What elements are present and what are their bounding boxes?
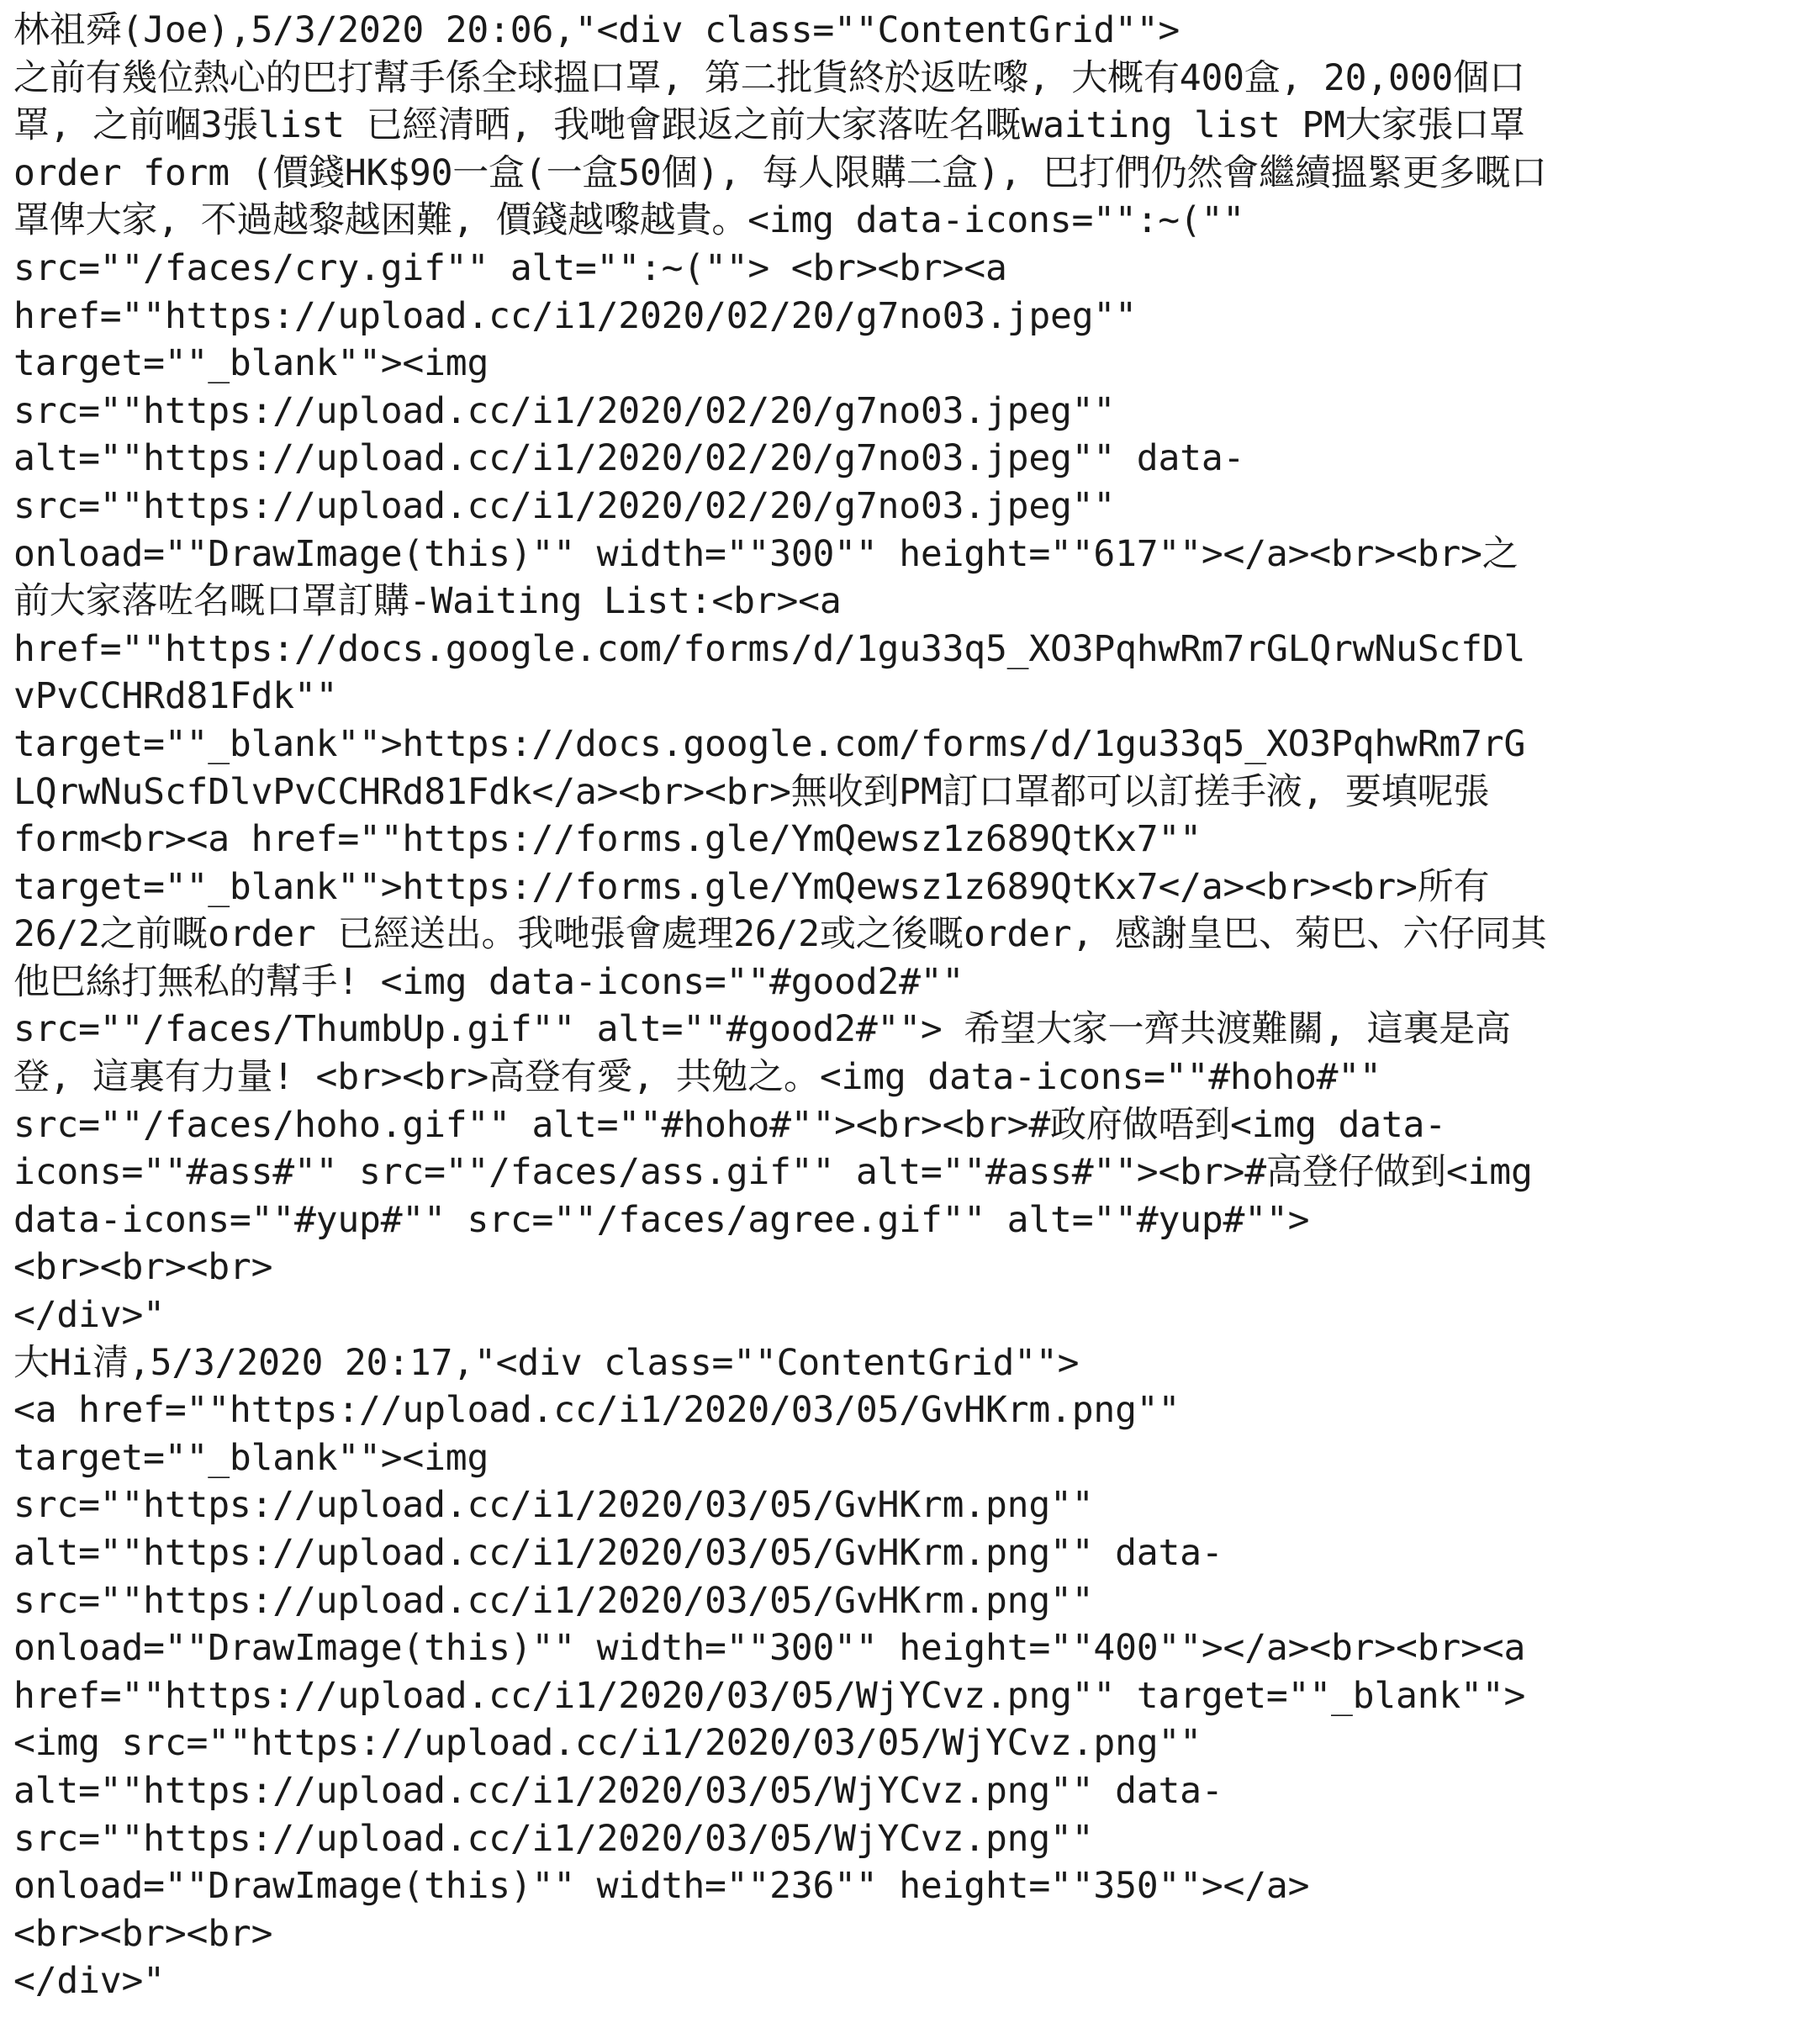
text-line: src=""/faces/ThumbUp.gif"" alt=""#good2#""> 希望大家一齊共渡難關, 這裏是高 <box>13 1008 1511 1051</box>
text-line: 罩, 之前嗰3張list 已經清晒, 我哋會跟返之前大家落咗名嘅waiting list PM大家張口罩 <box>13 104 1525 147</box>
text-line: src=""/faces/cry.gif"" alt="":~(""> <br><br><a <box>13 246 1007 289</box>
text-line: 他巴絲打無私的幫手! <img data-icons=""#good2#"" <box>13 960 964 1003</box>
text-line: target=""_blank""><img <box>13 1436 489 1479</box>
text-line: href=""https://docs.google.com/forms/d/1gu33q5_XO3PqhwRm7rGLQrwNuScfDl <box>13 627 1526 670</box>
text-line: src=""/faces/hoho.gif"" alt=""#hoho#""><br><br>#政府做唔到<img data- <box>13 1103 1446 1146</box>
text-line: </div>" <box>13 1960 165 2003</box>
text-line: </div>" <box>13 1294 165 1337</box>
text-line: vPvCCHRd81Fdk"" <box>13 675 338 718</box>
text-line: 罩俾大家, 不過越黎越困難, 價錢越嚟越貴。<img data-icons="":~("" <box>13 199 1244 242</box>
text-line: onload=""DrawImage(this)"" width=""300"" height=""617""></a><br><br>之 <box>13 532 1519 575</box>
text-line: 林祖舜(Joe),5/3/2020 20:06,"<div class=""ContentGrid""> <box>13 9 1181 51</box>
text-line: src=""https://upload.cc/i1/2020/03/05/WjYCvz.png"" <box>13 1817 1094 1860</box>
text-line: <img src=""https://upload.cc/i1/2020/03/05/WjYCvz.png"" <box>13 1722 1202 1765</box>
text-line: order form (價錢HK$90一盒(一盒50個), 每人限購二盒), 巴打們仍然會繼續搵緊更多嘅口 <box>13 151 1547 194</box>
text-line: icons=""#ass#"" src=""/faces/ass.gif"" alt=""#ass#""><br>#高登仔做到<img <box>13 1151 1533 1194</box>
text-line: href=""https://upload.cc/i1/2020/03/05/WjYCvz.png"" target=""_blank""> <box>13 1674 1526 1717</box>
text-line: src=""https://upload.cc/i1/2020/03/05/GvHKrm.png"" <box>13 1484 1094 1527</box>
text-line: src=""https://upload.cc/i1/2020/03/05/GvHKrm.png"" <box>13 1579 1094 1622</box>
text-line: src=""https://upload.cc/i1/2020/02/20/g7no03.jpeg"" <box>13 389 1116 432</box>
text-line: onload=""DrawImage(this)"" width=""300"" height=""400""></a><br><br><a <box>13 1627 1526 1670</box>
csv-text-document <box>13 7 1804 2005</box>
text-line: 大Hi清,5/3/2020 20:17,"<div class=""ContentGrid""> <box>13 1341 1080 1384</box>
text-line: target=""_blank""><img <box>13 342 489 385</box>
text-line: <br><br><br> <box>13 1912 273 1955</box>
text-line: alt=""https://upload.cc/i1/2020/02/20/g7no03.jpeg"" data- <box>13 437 1245 480</box>
text-line: alt=""https://upload.cc/i1/2020/03/05/WjYCvz.png"" data- <box>13 1769 1223 1812</box>
text-line: LQrwNuScfDlvPvCCHRd81Fdk</a><br><br>無收到PM訂口罩都可以訂搓手液, 要填呢張 <box>13 770 1490 813</box>
text-line: src=""https://upload.cc/i1/2020/02/20/g7no03.jpeg"" <box>13 484 1116 527</box>
text-line: 之前有幾位熱心的巴打幫手係全球搵口罩, 第二批貨終於返咗嚟, 大概有400盒, 20,000個口 <box>13 56 1525 99</box>
text-line: 登, 這裏有力量! <br><br>高登有愛, 共勉之。<img data-icons=""#hoho#"" <box>13 1056 1381 1099</box>
text-line: 前大家落咗名嘅口罩訂購-Waiting List:<br><a <box>13 580 842 623</box>
text-line: data-icons=""#yup#"" src=""/faces/agree.gif"" alt=""#yup#""> <box>13 1198 1310 1241</box>
text-line: onload=""DrawImage(this)"" width=""236"" height=""350""></a> <box>13 1865 1310 1908</box>
text-line: target=""_blank"">https://forms.gle/YmQewsz1z689QtKx7</a><br><br>所有 <box>13 865 1490 908</box>
text-line: href=""https://upload.cc/i1/2020/02/20/g7no03.jpeg"" <box>13 294 1137 337</box>
text-line: target=""_blank"">https://docs.google.com/forms/d/1gu33q5_XO3PqhwRm7rG <box>13 722 1526 765</box>
text-line: form<br><a href=""https://forms.gle/YmQewsz1z689QtKx7"" <box>13 818 1202 861</box>
text-line: <br><br><br> <box>13 1246 273 1289</box>
text-line: 26/2之前嘅order 已經送出。我哋張會處理26/2或之後嘅order, 感謝皇巴、菊巴、六仔同其 <box>13 913 1547 956</box>
text-line: alt=""https://upload.cc/i1/2020/03/05/GvHKrm.png"" data- <box>13 1532 1223 1574</box>
text-line: <a href=""https://upload.cc/i1/2020/03/05/GvHKrm.png"" <box>13 1389 1181 1432</box>
